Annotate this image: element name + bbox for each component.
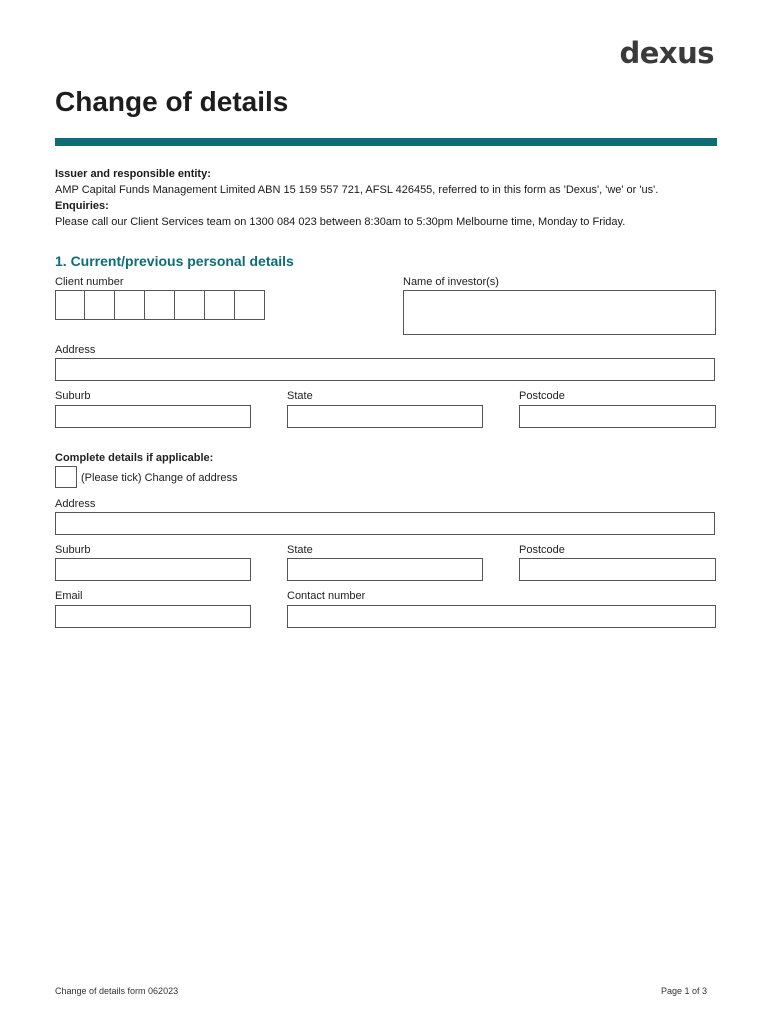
issuer-block [55,166,658,230]
email-field[interactable] [55,605,251,628]
address-field[interactable] [55,358,715,381]
new-state-field[interactable] [287,558,483,581]
new-postcode-field[interactable] [519,558,716,581]
state-label: State [287,390,313,402]
contact-number-field[interactable] [287,605,716,628]
enquiries-label: Enquiries: [55,200,109,212]
email-label: Email [55,590,83,602]
page-number: Page 1 of 3 [660,986,707,996]
investor-name-field[interactable] [403,290,716,335]
client-number-digit[interactable] [205,290,235,320]
address-label: Address [55,344,96,356]
new-address-label: Address [55,498,96,510]
client-number-digit[interactable] [55,290,85,320]
client-number-digit[interactable] [115,290,145,320]
issuer-text: AMP Capital Funds Management Limited ABN 15 159 557 721, AFSL 426455, referred to in this form as 'Dexus', 'we' or 'us'. [55,184,659,196]
section-1-title: 1. Current/previous personal details [55,253,294,269]
enquiries-text: Please call our Client Services team on 1300 084 023 between 8:30am to 5:30pm Melbourne time, Monday to Friday. [55,216,626,228]
suburb-field[interactable] [55,405,251,428]
title-divider [55,138,717,146]
new-state-label: State [287,544,313,556]
new-address-field[interactable] [55,512,715,535]
complete-details-heading: Complete details if applicable: [55,452,214,464]
new-postcode-label: Postcode [519,544,565,556]
contact-number-label: Contact number [287,590,366,602]
new-suburb-field[interactable] [55,558,251,581]
client-number-digit[interactable] [235,290,265,320]
postcode-field[interactable] [519,405,716,428]
new-suburb-label: Suburb [55,544,91,556]
postcode-label: Postcode [519,390,565,402]
client-number-digit[interactable] [175,290,205,320]
client-number-digit[interactable] [145,290,175,320]
issuer-label: Issuer and responsible entity: [55,168,211,180]
investor-name-label: Name of investor(s) [403,276,499,288]
change-of-address-checkbox[interactable] [55,466,77,488]
form-id: Change of details form 062023 [55,986,179,996]
page-title: Change of details [55,86,289,117]
dexus-logo: dexus [619,36,714,70]
suburb-label: Suburb [55,390,91,402]
client-number-field[interactable] [55,290,265,320]
client-number-digit[interactable] [85,290,115,320]
client-number-label: Client number [55,276,124,288]
change-of-address-label: (Please tick) Change of address [81,472,238,484]
state-field[interactable] [287,405,483,428]
